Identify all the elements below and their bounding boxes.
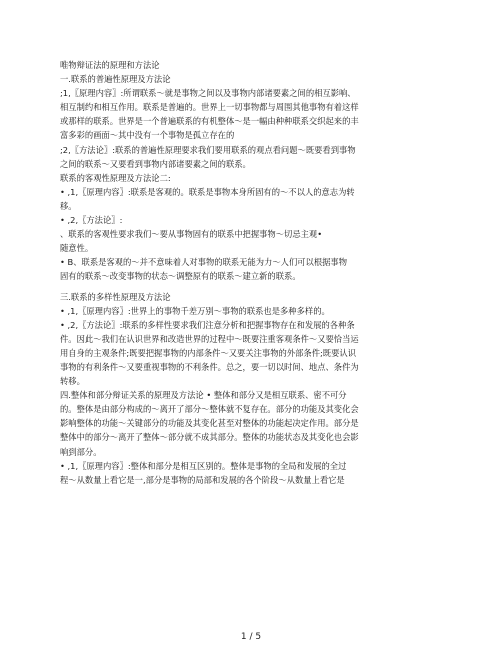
text-line: 固有的联系～改变事物的状态～调整原有的联系～建立新的联系。 — [60, 271, 301, 282]
text-line: ;1,〖原理内容〗:所谓联系～就是事物之间以及事物内部诸要素之间的相互影响、 — [60, 88, 356, 99]
text-line: 三.联系的多样性原理及方法论 — [60, 291, 171, 302]
text-line: 件。因此～我们在认识世界和改造世界的过程中～既要注重客观条件～又要恰当运 — [60, 333, 359, 344]
text-line: 富多彩的画面～其中没有一个事物是孤立存在的 — [60, 130, 235, 141]
text-line: 响到部分。 — [60, 446, 102, 457]
text-line: • ,2,〖方法论〗: — [60, 215, 123, 226]
text-line: 事物的有利条件～又要重视事物的不利条件。总之，要一切以时间、地点、条件为 — [60, 361, 359, 372]
text-line: 用自身的主观条件;既要把握事物的内部条件～又要关注事物的外部条件;既要认识 — [60, 347, 356, 358]
text-line: 影响整体的功能～关键部分的功能及其变化甚至对整体的功能起决定作用。部分是 — [60, 418, 359, 429]
text-line: 随意性。 — [60, 243, 94, 254]
text-line: 程～从数量上看它是一,部分是事物的局部和发展的各个阶段～从数量上看它是 — [60, 474, 345, 485]
document-body — [60, 58, 440, 487]
document-title: 唯物辩证法的原理和方法论 — [60, 60, 160, 70]
section-block-a — [60, 72, 440, 283]
text-line: • ,1,〖原理内容〗:整体和部分是相互区别的。整体是事物的全局和发展的全过 — [60, 460, 347, 471]
text-line: 联系的客观性原理及方法论二: — [60, 172, 171, 183]
text-line: • ,1,〖原理内容〗:联系是客观的。联系是事物本身所固有的～不以人的意志为转 — [60, 186, 355, 197]
page-indicator: 1 / 5 — [240, 632, 262, 642]
text-line: • B、联系是客观的～并不意味着人对事物的联系无能为力～人们可以根据事物 — [60, 257, 348, 268]
text-line: 的。整体是由部分构成的～离开了部分～整体就不复存在。部分的功能及其变化会 — [60, 404, 359, 415]
text-line: 、联系的客观性要求我们～要从事物固有的联系中把握事物～切忌主观• — [60, 229, 323, 240]
text-line: ;2,〖方法论〗:联系的普遍性原理要求我们要用联系的观点看问题～既要看到事物 — [60, 144, 356, 155]
text-line: • ,2,〖方法论〗:联系的多样性要求我们注意分析和把握事物存在和发展的各种条 — [60, 319, 355, 330]
text-line: 之间的联系～又要看到事物内部诸要素之间的联系。 — [60, 158, 251, 169]
section-block-b — [60, 290, 440, 487]
text-line: 整体中的部分～离开了整体～部分就不成其部分。整体的功能状态及其变化也会影 — [60, 432, 359, 443]
text-line: • ,1,〖原理内容〗:世界上的事物千差万别～事物的联系也是多种多样的。 — [60, 305, 330, 316]
text-line: 四.整体和部分辩证关系的原理及方法论 • 整体和部分又是相互联系、密不可分 — [60, 390, 347, 401]
text-line: 相互制约和相互作用。联系是普遍的。世界上一切事物都与周围其他事物有着这样 — [60, 102, 359, 113]
text-line: 移。 — [60, 200, 77, 211]
text-line: 或那样的联系。世界是一个普遍联系的有机整体～是一幅由种种联系交织起来的丰 — [60, 116, 359, 127]
text-line: 转移。 — [60, 376, 85, 387]
text-line: 一.联系的普遍性原理及方法论 — [60, 74, 171, 85]
